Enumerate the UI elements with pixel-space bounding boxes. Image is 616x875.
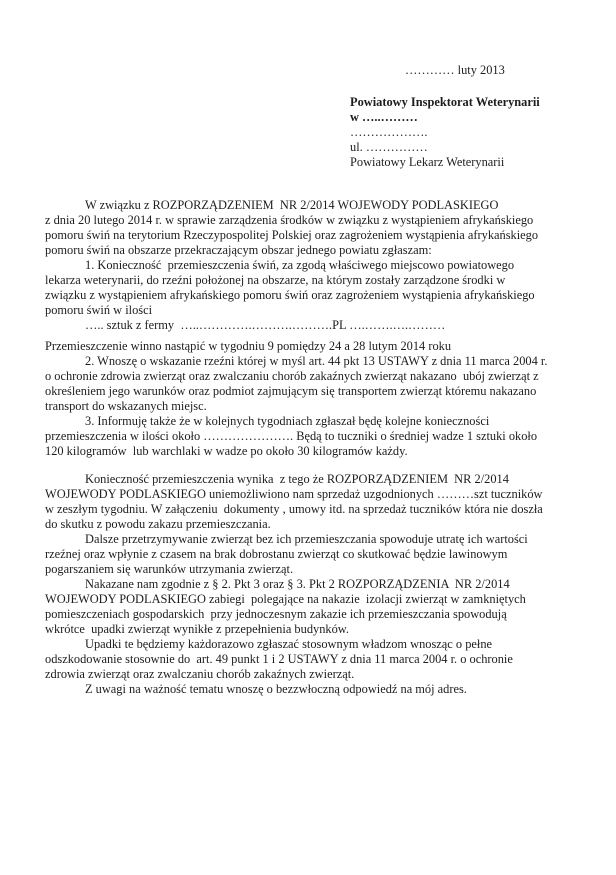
text-line: ….. sztuk z fermy …..………….……….……….PL ….…….….……… xyxy=(85,318,446,332)
para-item-3 xyxy=(45,414,590,459)
text-line: 120 kilogramów lub warchlaki w wadze po około 30 kilogramów każdy. xyxy=(45,444,408,458)
text-line: wkrótce upadki zwierząt wynikłe z przepełnienia budynków. xyxy=(45,622,350,636)
text-line: pomieszczeniach gospodarskich przy jednoczesnym zakazie ich przemieszczania spowodują xyxy=(45,607,507,621)
text-line: pomoru świń w ilości xyxy=(45,303,153,317)
recipient-line: w …..……… xyxy=(350,110,418,124)
text-line: przemieszczenia w ilości około …………………. Będą to tuczniki o średniej wadze 1 sztuki około xyxy=(45,429,538,443)
text-line: odszkodowanie stosownie do art. 49 punkt 1 i 2 USTAWY z dnia 11 marca 2004 r. o ochronie xyxy=(45,652,513,666)
recipient-line: Powiatowy Lekarz Weterynarii xyxy=(350,155,505,169)
text-line: zdrowia zwierząt oraz zwalczaniu chorób zakaźnych zwierząt. xyxy=(45,667,355,681)
text-line: 1. Konieczność przemieszczenia świń, za zgodą właściwego miejscowo powiatowego xyxy=(85,258,515,272)
letter-body xyxy=(45,198,590,697)
date-line: ………… luty 2013 xyxy=(405,63,505,77)
para-koniecznosc-wynika xyxy=(45,472,590,532)
text-line: do skutku z powodu zakazu przemieszczania. xyxy=(45,517,271,531)
para-nakazane xyxy=(45,577,590,637)
text-line: pomoru świń na obszarze przekraczającym obszar jednego powiatu zgłaszam: xyxy=(45,243,432,257)
para-dalsze-przetrzymywanie xyxy=(45,532,590,577)
recipient-line: Powiatowy Inspektorat Weterynarii xyxy=(350,95,540,109)
text-line: Nakazane nam zgodnie z § 2. Pkt 3 oraz § 3. Pkt 2 ROZPORZĄDZENIA NR 2/2014 xyxy=(85,577,510,591)
line-sztuk-z-fermy xyxy=(45,318,590,333)
text-line: Dalsze przetrzymywanie zwierząt bez ich przemieszczania spowoduje utratę ich wartości xyxy=(85,532,528,546)
text-line: pomoru świń na terytorium Rzeczypospolitej Polskiej oraz zagrożeniem wystąpienia afrykańskiego xyxy=(45,228,539,242)
recipient-block xyxy=(350,95,540,170)
text-line: lekarza weterynarii, do rzeźni położonej na obszarze, na którym zostały zarządzone środki w xyxy=(45,273,506,287)
recipient-line: ul. …………… xyxy=(350,140,428,154)
text-line: pogarszaniem się warunków utrzymania zwierząt. xyxy=(45,562,294,576)
text-line: 3. Informuję także że w kolejnych tygodniach zgłaszał będę kolejne konieczności xyxy=(85,414,490,428)
text-line: z dnia 20 lutego 2014 r. w sprawie zarządzenia środków w związku z wystąpieniem afrykańskiego xyxy=(45,213,534,227)
text-line: Przemieszczenie winno nastąpić w tygodniu 9 pomiędzy 24 a 28 lutym 2014 roku xyxy=(45,339,452,353)
text-line: Z uwagi na ważność tematu wnoszę o bezzwłoczną odpowiedź na mój adres. xyxy=(85,682,467,696)
text-line: rzeźnej oraz wpłynie z czasem na brak dobrostanu zwierząt co skutkować będzie lawinowym xyxy=(45,547,508,561)
text-line: 2. Wnoszę o wskazanie rzeźni której w myśl art. 44 pkt 13 USTAWY z dnia 11 marca 2004 r. xyxy=(85,354,548,368)
text-line: o ochronie zdrowia zwierząt oraz zwalczaniu chorób zakaźnych zwierząt nakazano ubój zwierząt z xyxy=(45,369,539,383)
para-item-2 xyxy=(45,354,590,414)
para-upadki xyxy=(45,637,590,682)
text-line: określeniem jego warunków oraz podmiot zajmującym się transportem zwierząt któremu nakazano xyxy=(45,384,537,398)
text-line: WOJEWODY PODLASKIEGO zabiegi polegające na nakazie izolacji zwierząt w zamkniętych xyxy=(45,592,526,606)
text-line: WOJEWODY PODLASKIEGO uniemożliwiono nam sprzedaż uzgodnionych ………szt tuczników xyxy=(45,487,543,501)
text-line: transport do wskazanych miejsc. xyxy=(45,399,207,413)
para-zakonczenie xyxy=(45,682,590,697)
text-line: w zeszłym tygodniu. W załączeniu dokumenty , umowy itd. na sprzedaż tuczników która nie doszła xyxy=(45,502,543,516)
para-item-1 xyxy=(45,258,590,318)
para-intro xyxy=(45,198,590,258)
text-line: Upadki te będziemy każdorazowo zgłaszać stosownym władzom wnosząc o pełne xyxy=(85,637,493,651)
para-przemieszczenie-termin xyxy=(45,339,590,354)
text-line: związku z wystąpieniem afrykańskiego pomoru świń oraz zagrożeniem wystąpienia afrykańskiego xyxy=(45,288,535,302)
text-line: W związku z ROZPORZĄDZENIEM NR 2/2014 WOJEWODY PODLASKIEGO xyxy=(85,198,499,212)
recipient-line: ………………. xyxy=(350,125,428,139)
text-line: Konieczność przemieszczenia wynika z tego że ROZPORZĄDZENIEM NR 2/2014 xyxy=(85,472,509,486)
